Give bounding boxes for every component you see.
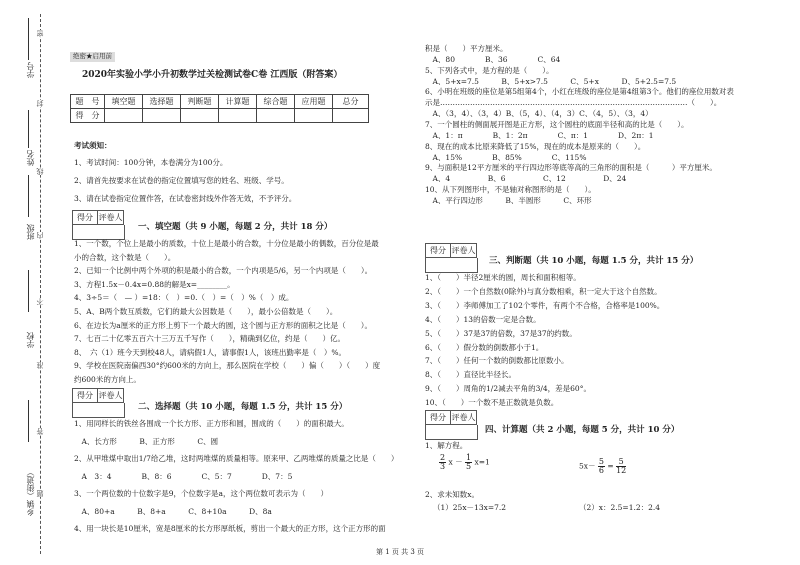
table-header: 应用题 — [295, 95, 333, 109]
question-line: 7、（ ）任何一个数的倒数都比原数小。 — [425, 356, 569, 366]
cut-mark: 线 — [36, 168, 44, 175]
table-cell[interactable] — [143, 109, 181, 123]
question-line: 8、现在的成本比原来降低了15%，现在的成本是原来的（ ）。 — [425, 141, 646, 151]
blank-line — [28, 110, 29, 152]
numerator: 1 — [466, 453, 472, 462]
notice-item: 3、请在试卷指定位置作答，在试卷密封线外作答无效，不予评分。 — [74, 194, 297, 203]
question-line: A 3：4 B、8：6 C、5：7 D、7：5 — [74, 471, 293, 481]
question-line: A、4 B、6 C、12 D、24 — [425, 174, 627, 184]
reviewer-label: 评卷人 — [98, 388, 124, 403]
question-line: 9、学校在医院南偏西30°约600米的方向上，那么医院在学校（ ）偏（ ）（ ）度 — [74, 361, 381, 371]
blank-line — [28, 175, 29, 217]
fraction — [465, 454, 472, 471]
question-line: 8、 六（1）班今天到校48人，请病假1人，请事假1人，该班出勤率是（ ）%。 — [74, 347, 347, 357]
question-line: 6、（ ）假分数的倒数都小于1。 — [425, 342, 544, 352]
question-line: 1、一个数，个位上是最小的质数，十位上是最小的合数，十分位是最小的偶数，百分位是最 — [74, 239, 379, 248]
table-header: 判断题 — [181, 95, 219, 109]
numerator: 5 — [598, 457, 604, 466]
table-cell[interactable] — [181, 109, 219, 123]
equation-part: 5x－ — [579, 461, 596, 471]
question-line: 2、（ ）一个自然数(0除外)与真分数相乘，积一定大于这个自然数。 — [425, 286, 662, 296]
seal-line — [40, 14, 41, 554]
table-cell: 得 分 — [71, 109, 105, 123]
equation-1 — [439, 454, 490, 471]
question-line: 1、（ ）半径2厘米的圆，周长和面积相等。 — [425, 273, 581, 282]
question-line: A、5+x=7.5 B、5+x>7.5 C、5+x D、5+2.5=7.5 — [425, 76, 677, 86]
label-class: 班级 — [26, 222, 38, 242]
question-line: A、80 B、36 C、64 — [425, 54, 561, 64]
blank-line — [28, 400, 29, 442]
question-line: 2、从甲堆煤中取出1/7给乙堆，这时两堆煤的质量相等。原来甲、乙两堆煤的质量之比是（ ） — [74, 454, 399, 463]
score-label: 得分 — [425, 243, 451, 258]
table-row — [71, 95, 369, 109]
notice-item: 2、请首先按要求在试卷的指定位置填写您的姓名、班级、学号。 — [74, 176, 289, 185]
question-text: 1、解方程。 — [425, 441, 468, 450]
cut-mark: 封 — [36, 100, 44, 107]
score-label: 得分 — [425, 410, 451, 425]
scorer-box — [425, 410, 477, 425]
cut-mark: 准 — [36, 362, 44, 369]
table-header: 填空题 — [105, 95, 143, 109]
equation-2 — [579, 458, 626, 475]
denominator: 12 — [616, 466, 627, 475]
question-line: 4、3÷5＝（ — ）=18：（ ）=0.（ ）=（ ）%（ ）成。 — [74, 293, 294, 303]
question-line: 5、（ ）37是37的倍数，37是37的约数。 — [425, 328, 577, 338]
question-line: A、平行四边形 B、半圆形 C、环形 — [425, 195, 592, 205]
section-title: 二、选择题（共 10 小题，每题 1.5 分，共计 15 分） — [138, 402, 348, 412]
table-header: 选择题 — [143, 95, 181, 109]
question-line: 3、方程1.5x－0.4x=0.88的解是x=________。 — [74, 279, 235, 289]
fraction — [616, 458, 626, 475]
left-column — [70, 0, 399, 545]
question-line: 7、一个圆柱的侧面展开图是正方形，这个圆柱的底面半径和高的比是（ ）。 — [425, 119, 689, 129]
label-student-id: 学号 — [26, 60, 38, 80]
equation-part: x=1 — [474, 457, 490, 467]
cut-mark: 不 — [36, 298, 44, 305]
scorer-box-blank[interactable] — [425, 425, 478, 440]
reviewer-label: 评卷人 — [98, 210, 124, 225]
question-line: 10、（ ）一个数不是正数就是负数。 — [425, 398, 559, 408]
section-title: 三、判断题（共 10 小题，每题 1.5 分，共计 15 分） — [489, 256, 699, 266]
score-label: 得分 — [72, 210, 98, 225]
question-line: 示是………………………………………………………………………………………（ ）。 — [425, 98, 722, 108]
page-title: 2020年实验小学小升初数学过关检测试卷C卷 江西版（附答案） — [82, 70, 343, 80]
score-table — [70, 94, 369, 123]
table-header: 综合题 — [257, 95, 295, 109]
confidential-stamp: 绝密★启用前 — [70, 52, 115, 62]
denominator: 5 — [466, 462, 472, 471]
question-line: 8、（ ）直径比半径长。 — [425, 370, 517, 380]
question-line: A、（3，4）、（3，4）B、（5，4）、（4，3）C、（4，5）、（3，4） — [425, 109, 653, 119]
table-header: 总分 — [333, 95, 369, 109]
cut-mark: 答 — [36, 428, 44, 435]
question-text: （1）25x－13x=7.2 — [433, 503, 507, 512]
scorer-box — [72, 210, 124, 225]
section-title: 一、填空题（共 9 小题，每题 2 分，共计 18 分） — [138, 222, 333, 232]
question-line: A、1：π B、1：2π C、π：1 D、2π：1 — [425, 130, 654, 140]
question-line: 4、（ ）13的倍数一定是合数。 — [425, 314, 541, 324]
table-cell[interactable] — [257, 109, 295, 123]
score-label: 得分 — [72, 388, 98, 403]
reviewer-label: 评卷人 — [451, 410, 477, 425]
cut-mark: 密 — [36, 30, 44, 37]
scorer-box-blank[interactable] — [425, 258, 478, 273]
table-row — [71, 109, 369, 123]
question-line: 6、在边长为a厘米的正方形上剪下一个最大的圆，这个圆与正方形的面积之比是（ ）。 — [74, 320, 372, 330]
label-name: 姓名 — [26, 148, 38, 168]
equation-part: = — [607, 461, 614, 471]
question-line: 约600米的方向上。 — [74, 375, 141, 384]
reviewer-label: 评卷人 — [451, 243, 477, 258]
question-line: 9、（ ）周角的1/2减去平角的3/4，差是60°。 — [425, 384, 591, 394]
question-line: 1、用同样长的铁丝各围成一个长方形、正方形和圆，围成的（ ）的面积最大。 — [74, 419, 349, 428]
label-township: 乡镇（街道） — [26, 466, 38, 518]
blank-line — [28, 18, 29, 60]
denominator: 6 — [598, 466, 604, 475]
label-school: 学校 — [26, 330, 38, 350]
equation-part: x － — [448, 457, 463, 467]
question-line: 4、用一块长是10厘米，宽是8厘米的长方形厚纸板，剪出一个最大的正方形，这个正方形的面 — [74, 524, 386, 533]
table-cell[interactable] — [219, 109, 257, 123]
question-text: （2）x：2.5=1.2：2.4 — [579, 503, 661, 512]
notice-heading: 考试须知： — [74, 141, 112, 150]
scorer-box — [72, 388, 124, 403]
question-line: 5、A、B两个数互质数，它们的最大公因数是（ ），最小公倍数是（ ）。 — [74, 307, 338, 316]
question-line: A、15% B、85% C、115% — [425, 152, 587, 162]
scorer-box-blank[interactable] — [72, 225, 125, 240]
table-cell[interactable] — [105, 109, 143, 123]
question-line: 积是（ ）平方厘米。 — [425, 44, 508, 53]
table-cell[interactable] — [333, 109, 369, 123]
question-line: 3、（ ）李师傅加工了102个零件，有两个不合格，合格率是100%。 — [425, 300, 665, 310]
question-line: 3、一个两位数的十位数字是9，个位数字是a，这个两位数可表示为（ ） — [74, 489, 329, 498]
question-line: 7、七百二十亿零五百六十三万五千写作（ ），精确到亿位，约是（ ）亿。 — [74, 334, 346, 344]
fraction — [439, 454, 446, 471]
question-line: A、80+a B、8+a C、8+10a D、8a — [74, 506, 272, 516]
question-line: A、长方形 B、正方形 C、圆 — [74, 436, 219, 446]
scorer-box-blank[interactable] — [72, 403, 125, 418]
table-cell[interactable] — [295, 109, 333, 123]
question-line: 2、已知一个比例中两个外项的积是最小的合数，一个内项是5/6，另一个内项是（ ）。 — [74, 266, 373, 276]
blank-line — [28, 270, 29, 312]
table-header: 计算题 — [219, 95, 257, 109]
cut-mark: 题 — [36, 490, 44, 497]
question-line: 小的合数，这个数是（ ）。 — [74, 252, 176, 262]
section-title: 四、计算题（共 2 小题，每题 5 分，共计 10 分） — [485, 425, 680, 435]
cut-mark: 内 — [36, 232, 44, 239]
notice-item: 1、考试时间：100分钟，本卷满分为100分。 — [74, 158, 228, 167]
question-line: 5、下列各式中，是方程的是（ ）。 — [425, 65, 554, 75]
question-line: 10、从下列图形中，不是轴对称图形的是（ ）。 — [425, 185, 596, 195]
table-header: 题 号 — [71, 95, 105, 109]
binding-strip — [0, 0, 52, 565]
question-line: 6、小明在班级的座位是第5组第4个，小红在班级的座位是第4组第3个。他们的座位用数对表 — [425, 87, 734, 97]
page-footer: 第 1 页 共 3 页 — [375, 548, 425, 556]
scorer-box — [425, 243, 477, 258]
right-column — [423, 0, 783, 545]
fraction — [598, 458, 605, 475]
question-text: 2、求未知数x。 — [425, 490, 480, 499]
numerator: 5 — [616, 458, 626, 467]
numerator: 2 — [440, 453, 446, 462]
question-line: 9、与面积是12平方厘米的平行四边形等底等高的三角形的面积是（ ）平方厘米。 — [425, 163, 717, 173]
denominator: 3 — [440, 462, 446, 471]
